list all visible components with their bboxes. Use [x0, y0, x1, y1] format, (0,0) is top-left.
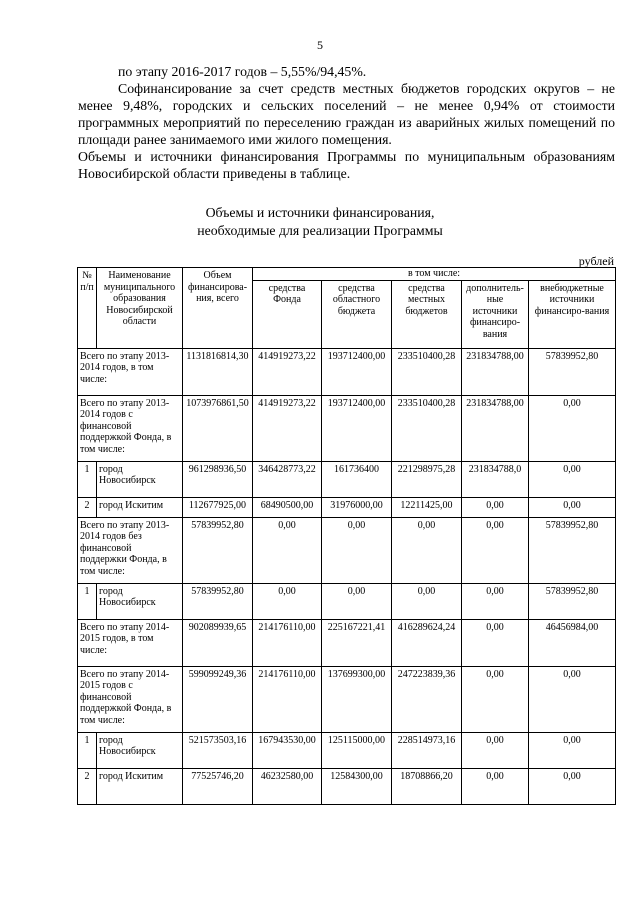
row-name: Всего по этапу 2013-2014 годов, в том числе:: [78, 348, 183, 395]
header-extra: внебюджетные источники финансиро-вания: [529, 280, 616, 348]
header-additional: дополнитель-ные источники финансиро-вания: [462, 280, 529, 348]
cell-extra: 57839952,80: [529, 517, 616, 583]
cell-additional: 231834788,0: [462, 461, 529, 497]
table-row: [78, 583, 616, 619]
row-name: город Искитим: [97, 497, 183, 517]
cell-regional: 193712400,00: [322, 348, 392, 395]
cell-total: 77525746,20: [183, 768, 253, 804]
cell-regional: 193712400,00: [322, 395, 392, 461]
row-num: 1: [78, 583, 97, 619]
row-num: 2: [78, 497, 97, 517]
cell-fund: 214176110,00: [253, 666, 322, 732]
paragraph-2: Софинансирование за счет средств местных бюджетов городских округов – не менее 9,48%, городских и сельских поселений – не менее 0,94% от стоимости программных мероприятий по переселению граждан из аварийных жилых помещений по площади ранее занимаемого ими жилого помещения.: [78, 81, 615, 147]
cell-regional: 12584300,00: [322, 768, 392, 804]
header-fund: средства Фонда: [253, 280, 322, 348]
table-title-line-1: Объемы и источники финансирования,: [205, 205, 435, 220]
cell-local: 416289624,24: [392, 619, 462, 666]
cell-fund: 414919273,22: [253, 348, 322, 395]
cell-regional: 225167221,41: [322, 619, 392, 666]
cell-fund: 346428773,22: [253, 461, 322, 497]
header-name: Наименование муниципального образования Новосибирской области: [97, 268, 183, 349]
cell-extra: 0,00: [529, 395, 616, 461]
table-title-line-2: необходимые для реализации Программы: [197, 223, 443, 238]
row-name: Всего по этапу 2013-2014 годов без финансовой поддержки Фонда, в том числе:: [78, 517, 183, 583]
cell-additional: 231834788,00: [462, 395, 529, 461]
table-row: [78, 461, 616, 497]
cell-local: 0,00: [392, 517, 462, 583]
row-name: Всего по этапу 2013-2014 годов с финансовой поддержкой Фонда, в том числе:: [78, 395, 183, 461]
header-total: Объем финансирова-ния, всего: [183, 268, 253, 349]
cell-regional: 0,00: [322, 517, 392, 583]
row-name: Всего по этапу 2014-2015 годов с финансовой поддержкой Фонда, в том числе:: [78, 666, 183, 732]
cell-extra: 57839952,80: [529, 348, 616, 395]
cell-fund: 0,00: [253, 517, 322, 583]
financing-table: [77, 267, 616, 805]
cell-total: 112677925,00: [183, 497, 253, 517]
cell-extra: 0,00: [529, 666, 616, 732]
row-name: Всего по этапу 2014-2015 годов, в том числе:: [78, 619, 183, 666]
cell-total: 902089939,65: [183, 619, 253, 666]
cell-extra: 0,00: [529, 497, 616, 517]
row-num: 1: [78, 461, 97, 497]
cell-local: 233510400,28: [392, 348, 462, 395]
cell-total: 1131816814,30: [183, 348, 253, 395]
cell-regional: 161736400: [322, 461, 392, 497]
cell-local: 228514973,16: [392, 732, 462, 768]
cell-total: 1073976861,50: [183, 395, 253, 461]
table-row: [78, 348, 616, 395]
table-row: [78, 732, 616, 768]
units-label: рублей: [578, 254, 614, 268]
cell-extra: 0,00: [529, 732, 616, 768]
row-name: город Новосибирск: [97, 732, 183, 768]
cell-additional: 0,00: [462, 517, 529, 583]
cell-fund: 167943530,00: [253, 732, 322, 768]
cell-additional: 0,00: [462, 497, 529, 517]
cell-local: 0,00: [392, 583, 462, 619]
body-text: [78, 63, 615, 182]
row-name: город Новосибирск: [97, 461, 183, 497]
cell-regional: 31976000,00: [322, 497, 392, 517]
header-regional: средства областного бюджета: [322, 280, 392, 348]
table-row: [78, 497, 616, 517]
paragraph-3: Объемы и источники финансирования Программы по муниципальным образованиям Новосибирской области приведены в таблице.: [78, 149, 615, 181]
cell-fund: 0,00: [253, 583, 322, 619]
cell-extra: 57839952,80: [529, 583, 616, 619]
row-name: город Новосибирск: [97, 583, 183, 619]
cell-additional: 0,00: [462, 619, 529, 666]
cell-local: 18708866,20: [392, 768, 462, 804]
row-num: 2: [78, 768, 97, 804]
cell-additional: 231834788,00: [462, 348, 529, 395]
cell-fund: 46232580,00: [253, 768, 322, 804]
cell-additional: 0,00: [462, 732, 529, 768]
cell-fund: 214176110,00: [253, 619, 322, 666]
cell-local: 247223839,36: [392, 666, 462, 732]
cell-additional: 0,00: [462, 583, 529, 619]
table-row: [78, 395, 616, 461]
cell-regional: 0,00: [322, 583, 392, 619]
cell-fund: 414919273,22: [253, 395, 322, 461]
cell-local: 12211425,00: [392, 497, 462, 517]
cell-total: 599099249,36: [183, 666, 253, 732]
cell-total: 57839952,80: [183, 517, 253, 583]
cell-total: 57839952,80: [183, 583, 253, 619]
cell-local: 221298975,28: [392, 461, 462, 497]
cell-regional: 125115000,00: [322, 732, 392, 768]
cell-total: 961298936,50: [183, 461, 253, 497]
cell-extra: 0,00: [529, 768, 616, 804]
table-body: [78, 348, 616, 804]
cell-local: 233510400,28: [392, 395, 462, 461]
cell-regional: 137699300,00: [322, 666, 392, 732]
table-row: [78, 768, 616, 804]
table-row: [78, 619, 616, 666]
cell-extra: 46456984,00: [529, 619, 616, 666]
cell-additional: 0,00: [462, 768, 529, 804]
row-num: 1: [78, 732, 97, 768]
table-row: [78, 517, 616, 583]
header-num: № п/п: [78, 268, 97, 349]
paragraph-1: по этапу 2016-2017 годов – 5,55%/94,45%.: [118, 64, 367, 79]
page-number: 5: [317, 38, 323, 52]
header-local: средства местных бюджетов: [392, 280, 462, 348]
cell-fund: 68490500,00: [253, 497, 322, 517]
header-including: в том числе:: [253, 268, 616, 281]
row-name: город Искитим: [97, 768, 183, 804]
cell-total: 521573503,16: [183, 732, 253, 768]
table-row: [78, 666, 616, 732]
cell-extra: 0,00: [529, 461, 616, 497]
cell-additional: 0,00: [462, 666, 529, 732]
